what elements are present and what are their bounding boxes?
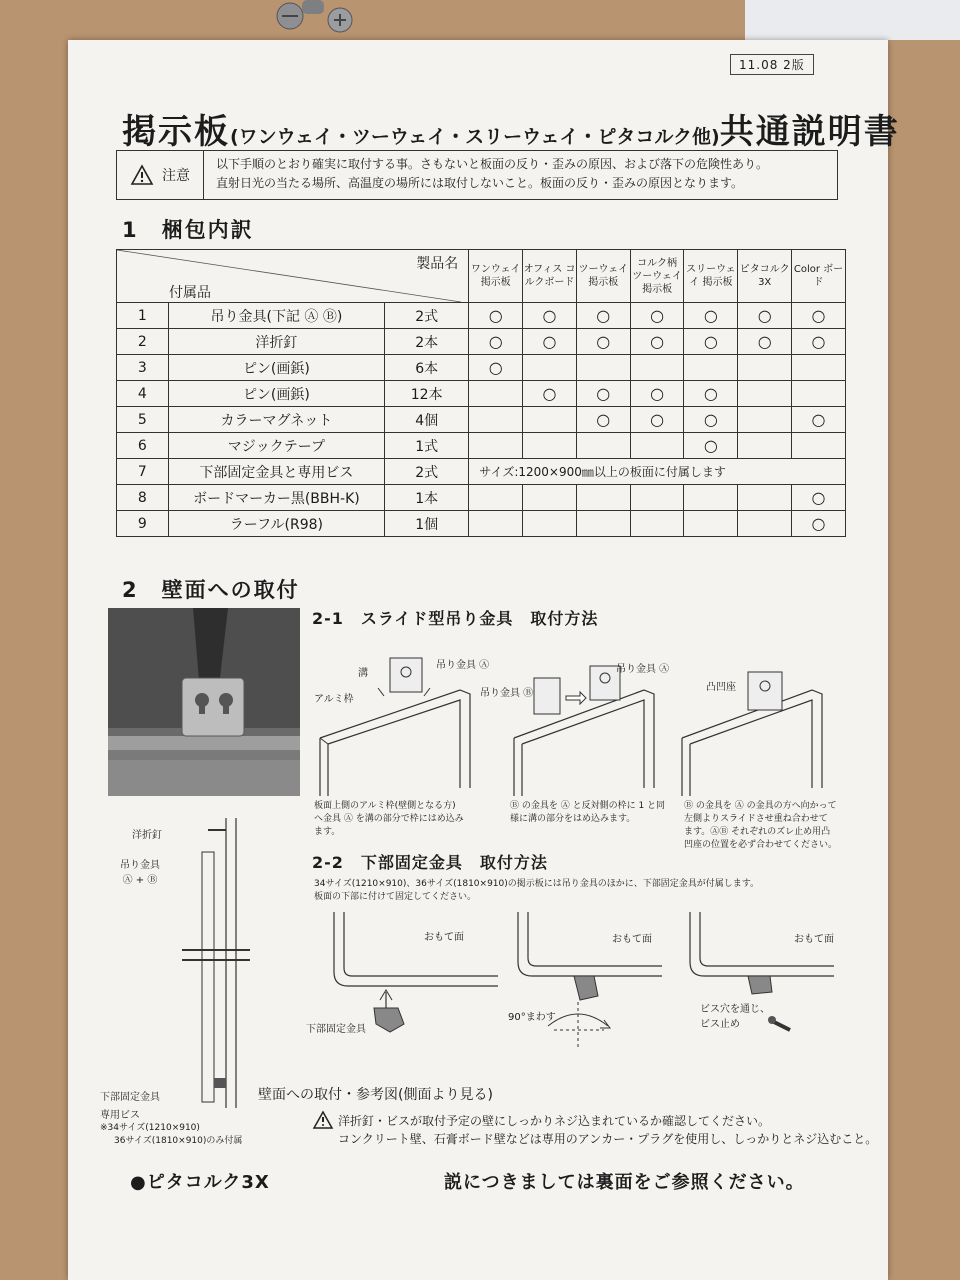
row-mark	[738, 381, 792, 407]
row-mark	[738, 511, 792, 537]
row-mark	[738, 433, 792, 459]
title-sub: (ワンウェイ・ツーウェイ・スリーウェイ・ピタコルク他)	[230, 126, 720, 148]
size-note-line: ※34サイズ(1210×910)	[100, 1123, 200, 1133]
row-name: 洋折釘	[168, 329, 384, 355]
screw-hole-label	[700, 1000, 770, 1030]
parts-table	[116, 249, 846, 537]
row-mark: ○	[738, 303, 792, 329]
caution-text	[204, 151, 780, 199]
table-header-row	[117, 250, 846, 303]
column-header: Color ボード	[792, 250, 846, 303]
row-number: 9	[117, 511, 169, 537]
side-view-diagram	[180, 818, 250, 1108]
step2-line: Ⓑ の金具を Ⓐ と反対側の枠に 1 と同	[510, 801, 666, 811]
footer-right: 説につきましては裏面をご参照ください。	[444, 1172, 805, 1193]
table-row	[117, 355, 846, 381]
warning-text	[338, 1112, 877, 1148]
document-title	[122, 104, 900, 153]
row-mark	[630, 355, 684, 381]
table-row	[117, 381, 846, 407]
warning-icon-2	[312, 1110, 334, 1130]
table-row	[117, 485, 846, 511]
step3-line: 凹座の位置を必ず合わせてください。	[684, 840, 838, 850]
row-mark	[684, 355, 738, 381]
row-mark: ○	[792, 407, 846, 433]
row-qty: 1式	[385, 433, 469, 459]
step1-line: へ金具 Ⓐ を溝の部分で枠にはめ込み	[314, 814, 464, 824]
row-mark	[684, 511, 738, 537]
row-mark: ○	[576, 329, 630, 355]
row-mark	[523, 407, 577, 433]
row-mark: ○	[792, 329, 846, 355]
size-note	[100, 1122, 242, 1148]
row-mark: ○	[576, 407, 630, 433]
row-mark: ○	[684, 329, 738, 355]
sub1-heading: 2-1 スライド型吊り金具 取付方法	[312, 609, 599, 628]
row-mark: ○	[684, 407, 738, 433]
hanger-a-label-2: 吊り金具 Ⓐ	[616, 664, 670, 675]
sub2-description	[314, 878, 759, 904]
step1-line: 板面上側のアルミ枠(壁側となる方)	[314, 801, 456, 811]
hanger-ab-label	[120, 856, 160, 886]
row-mark	[630, 485, 684, 511]
row-mark: ○	[523, 381, 577, 407]
bump-label: 凸凹座	[706, 682, 736, 693]
section2-heading: 2 壁面への取付	[122, 578, 300, 602]
row-mark: ○	[630, 407, 684, 433]
omote-label-2: おもて面	[612, 934, 652, 945]
warning-line: コンクリート壁、石膏ボード壁などは専用のアンカー・プラグを使用し、しっかりとネジ込むこと。	[338, 1132, 878, 1146]
row-mark	[792, 381, 846, 407]
sub2-heading: 2-2 下部固定金具 取付方法	[312, 853, 548, 872]
box-corner	[745, 0, 960, 40]
accessory-label: 付属品	[169, 285, 211, 301]
row-mark: ○	[684, 381, 738, 407]
footer-left: ●ピタコルク3X	[130, 1172, 270, 1193]
step1-line: ます。	[314, 827, 341, 837]
row-mark	[576, 433, 630, 459]
screw-hole-line: ビス止め	[700, 1019, 740, 1030]
hanger-ab-line: 吊り金具	[120, 860, 160, 871]
sub2-desc-line: 板面の下部に付けて固定してください。	[314, 892, 477, 902]
table-row	[117, 329, 846, 355]
row-mark: ○	[792, 511, 846, 537]
nail-label: 洋折釘	[132, 830, 162, 841]
screw-hole-line: ビス穴を通じ、	[700, 1004, 770, 1015]
row-name: ピン(画鋲)	[168, 355, 384, 381]
bracket-photo	[108, 608, 300, 796]
row-name: 下部固定金具と専用ビス	[168, 459, 384, 485]
table-row	[117, 303, 846, 329]
caution-label-cell	[117, 151, 204, 199]
row-number: 2	[117, 329, 169, 355]
row-mark	[469, 511, 523, 537]
title-main: 掲示板	[122, 112, 230, 152]
row-mark: ○	[469, 355, 523, 381]
row-number: 5	[117, 407, 169, 433]
screw-top-right	[298, 0, 330, 20]
row-qty: 2本	[385, 329, 469, 355]
row-mark: ○	[469, 329, 523, 355]
row-qty: 1個	[385, 511, 469, 537]
row-note: サイズ:1200×900㎜以上の板面に付属します	[469, 459, 846, 485]
row-name: マジックテープ	[168, 433, 384, 459]
row-mark	[792, 355, 846, 381]
hanger-a-label: 吊り金具 Ⓐ	[436, 660, 490, 671]
groove-label: 溝	[358, 668, 368, 679]
table-row	[117, 459, 846, 485]
row-mark	[576, 355, 630, 381]
column-header: ツーウェイ 掲示板	[576, 250, 630, 303]
row-mark	[576, 485, 630, 511]
row-qty: 12本	[385, 381, 469, 407]
row-name: ラーフル(R98)	[168, 511, 384, 537]
rotate-label: 90°まわす	[508, 1012, 556, 1023]
sub2-desc-line: 34サイズ(1210×910)、36サイズ(1810×910)の掲示板には吊り金具のほかに、下部固定金具が付属します。	[314, 879, 760, 889]
section1-heading: 1 梱包内訳	[122, 218, 254, 242]
row-mark	[469, 381, 523, 407]
row-mark	[630, 511, 684, 537]
row-mark	[469, 485, 523, 511]
warning-icon	[130, 164, 154, 186]
row-qty: 4個	[385, 407, 469, 433]
version-label: 11.08 2版	[730, 54, 814, 75]
row-mark: ○	[684, 433, 738, 459]
warning-line: 洋折釘・ビスが取付予定の壁にしっかりネジ込まれているか確認してください。	[338, 1114, 771, 1128]
row-mark	[523, 485, 577, 511]
row-mark	[738, 355, 792, 381]
row-mark: ○	[738, 329, 792, 355]
row-name: ボードマーカー黒(BBH-K)	[168, 485, 384, 511]
lower-bracket-label: 下部固定金具	[100, 1092, 160, 1103]
size-note-line: 36サイズ(1810×910)のみ付属	[114, 1136, 243, 1146]
row-mark	[792, 433, 846, 459]
footer-gap	[300, 1160, 440, 1200]
title-end: 共通説明書	[719, 112, 900, 152]
caution-box	[116, 150, 838, 200]
row-mark	[576, 511, 630, 537]
row-name: ピン(画鋲)	[168, 381, 384, 407]
table-row	[117, 511, 846, 537]
hanger-b-label: 吊り金具 Ⓑ	[480, 688, 534, 699]
special-screw-label: 専用ビス	[100, 1110, 140, 1121]
row-mark	[738, 485, 792, 511]
row-mark: ○	[792, 303, 846, 329]
row-mark: ○	[630, 303, 684, 329]
product-label: 製品名	[416, 256, 459, 272]
column-header: ピタコルク 3X	[738, 250, 792, 303]
column-header: コルク柄 ツーウェイ 掲示板	[630, 250, 684, 303]
side-view-caption: 壁面への取付・参考図(側面より見る)	[258, 1087, 493, 1103]
omote-label-3: おもて面	[794, 934, 834, 945]
row-mark	[523, 355, 577, 381]
row-mark: ○	[684, 303, 738, 329]
row-mark	[469, 407, 523, 433]
row-qty: 1本	[385, 485, 469, 511]
row-number: 1	[117, 303, 169, 329]
row-mark: ○	[523, 303, 577, 329]
lower-bracket-label-2: 下部固定金具	[306, 1024, 366, 1035]
row-mark: ○	[523, 329, 577, 355]
row-number: 3	[117, 355, 169, 381]
step2-line: 様に溝の部分をはめ込みます。	[510, 814, 636, 824]
step3-line: 左側よりスライドさせ重ね合わせて	[684, 814, 828, 824]
omote-label-1: おもて面	[424, 932, 464, 943]
row-qty: 2式	[385, 459, 469, 485]
row-mark	[738, 407, 792, 433]
step1-text	[314, 800, 464, 839]
row-mark	[630, 433, 684, 459]
step3-text	[684, 800, 837, 852]
caution-line: 直射日光の当たる場所、高温度の場所には取付しないこと。板面の反り・歪みの原因となります。	[216, 176, 744, 190]
step3-line: Ⓑ の金具を Ⓐ の金具の方へ向かって	[684, 801, 837, 811]
row-name: 吊り金具(下記 Ⓐ Ⓑ)	[168, 303, 384, 329]
step3-line: ます。ⒶⒷ それぞれのズレ止め用凸	[684, 827, 831, 837]
column-header: スリーウェイ 掲示板	[684, 250, 738, 303]
header-label-cell	[117, 250, 469, 303]
step2-text	[510, 800, 665, 826]
column-header: オフィス コルクボード	[523, 250, 577, 303]
caution-line: 以下手順のとおり確実に取付する事。さもないと板面の反り・歪みの原因、および落下の危険性あり。	[216, 157, 769, 171]
row-mark	[469, 433, 523, 459]
row-mark	[523, 433, 577, 459]
row-mark	[684, 485, 738, 511]
row-mark: ○	[630, 329, 684, 355]
table-row	[117, 407, 846, 433]
row-number: 4	[117, 381, 169, 407]
hanger-ab-line: Ⓐ + Ⓑ	[122, 875, 158, 886]
table-row	[117, 433, 846, 459]
row-mark: ○	[576, 303, 630, 329]
row-mark: ○	[469, 303, 523, 329]
row-number: 6	[117, 433, 169, 459]
row-number: 7	[117, 459, 169, 485]
row-number: 8	[117, 485, 169, 511]
column-header: ワンウェイ 掲示板	[469, 250, 523, 303]
row-mark: ○	[630, 381, 684, 407]
row-qty: 2式	[385, 303, 469, 329]
row-mark: ○	[576, 381, 630, 407]
row-name: カラーマグネット	[168, 407, 384, 433]
row-mark	[523, 511, 577, 537]
caution-label: 注意	[162, 168, 190, 184]
step3-diagram	[672, 648, 832, 798]
row-qty: 6本	[385, 355, 469, 381]
row-mark: ○	[792, 485, 846, 511]
alumi-frame-label: アルミ枠	[314, 694, 354, 705]
